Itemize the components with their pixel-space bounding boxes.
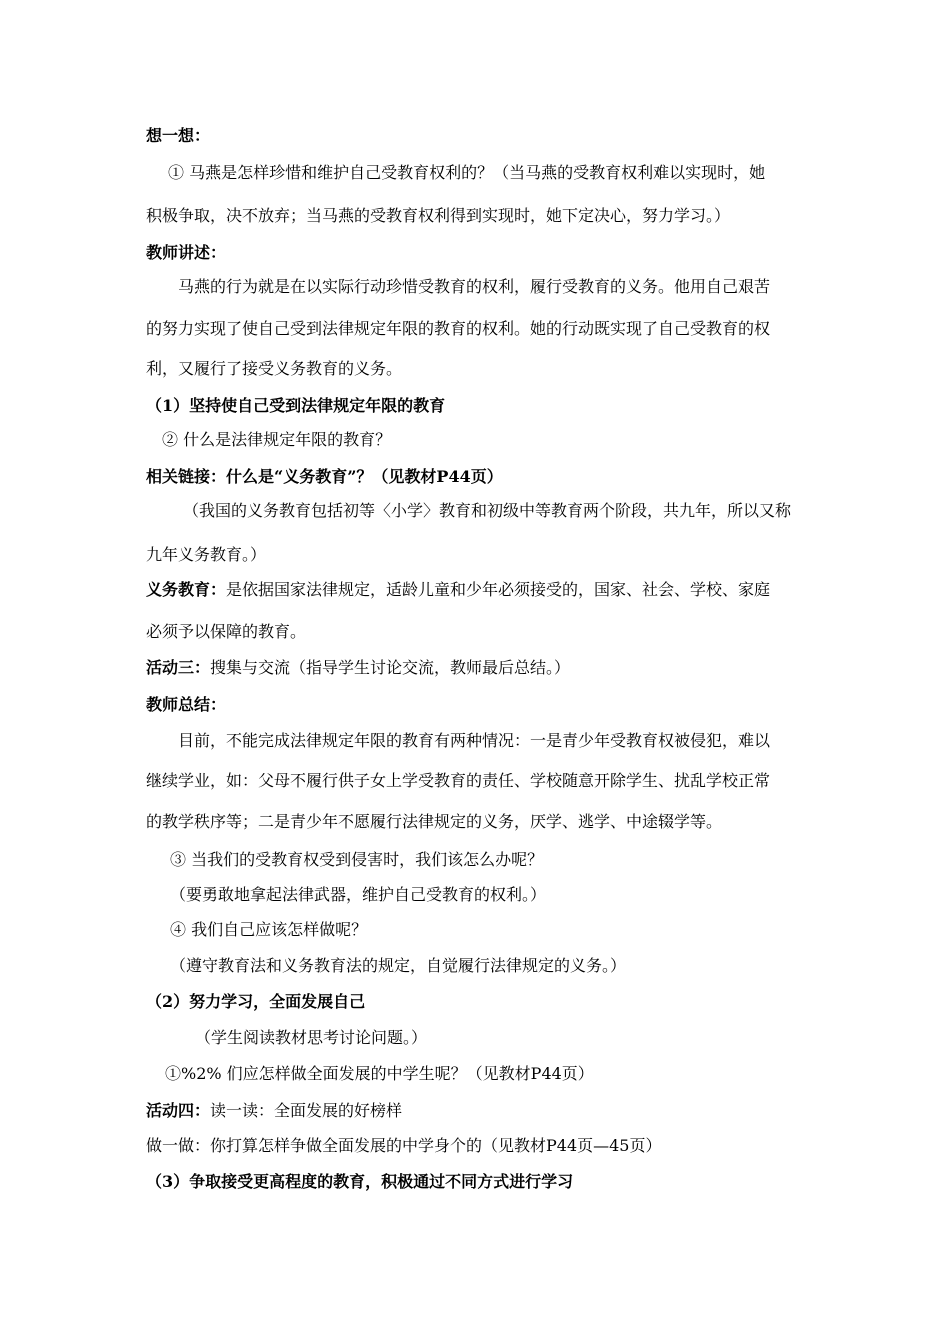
summary-line-1: 目前，不能完成法律规定年限的教育有两种情况：一是青少年受教育权被侵犯，难以 (178, 731, 771, 750)
answer-4: （遵守教育法和义务教育法的规定，自觉履行法律规定的义务。） (170, 956, 627, 975)
question-1-line-1: ① 马燕是怎样珍惜和维护自己受教育权利的？（当马燕的受教育权利难以实现时，她 (168, 163, 766, 182)
section-1-heading: （1）坚持使自己受到法律规定年限的教育 (146, 396, 446, 415)
definition-line-1 (146, 580, 770, 600)
question-5: ①%2% 们应怎样做全面发展的中学生呢？（见教材P44页） (165, 1064, 594, 1083)
definition-text: 是依据国家法律规定，适龄儿童和少年必须接受的，国家、社会、学校、家庭 (226, 580, 771, 599)
student-reading-note: （学生阅读教材思考讨论问题。） (195, 1028, 428, 1047)
answer-3: （要勇敢地拿起法律武器，维护自己受教育的权利。） (170, 885, 547, 904)
activity-4-label: 活动四： (146, 1101, 211, 1120)
section-3-heading: （3）争取接受更高程度的教育，积极通过不同方式进行学习 (146, 1172, 574, 1191)
do-it-line: 做一做：你打算怎样争做全面发展的中学身个的（见教材P44页—45页） (146, 1136, 662, 1155)
summary-line-3: 的教学秩序等；二是青少年不愿履行法律规定的义务，厌学、逃学、中途辍学等。 (146, 812, 723, 831)
definition-line-2: 必须予以保障的教育。 (146, 622, 307, 641)
definition-term: 义务教育： (146, 580, 227, 599)
narration-line-3: 利，又履行了接受义务教育的义务。 (146, 359, 403, 378)
heading-think: 想一想： (146, 126, 211, 145)
compulsory-education-line-2: 九年义务教育。） (146, 545, 267, 564)
question-4: ④ 我们自己应该怎样做呢？ (170, 920, 368, 939)
question-3: ③ 当我们的受教育权受到侵害时，我们该怎么办呢？ (170, 850, 544, 869)
activity-4-text: 读一读：全面发展的好榜样 (210, 1101, 403, 1120)
compulsory-education-line-1: （我国的义务教育包括初等〈小学〉教育和初级中等教育两个阶段，共九年，所以又称 (183, 501, 792, 520)
activity-3-text: 搜集与交流（指导学生讨论交流，教师最后总结。） (210, 658, 571, 677)
activity-3 (146, 658, 570, 678)
heading-teacher-summary: 教师总结： (146, 695, 227, 714)
question-2: ② 什么是法律规定年限的教育？ (162, 430, 392, 449)
heading-teacher-narration: 教师讲述： (146, 243, 227, 262)
question-1-line-2: 积极争取，决不放弃；当马燕的受教育权利得到实现时，她下定决心，努力学习。） (146, 206, 731, 225)
narration-line-1: 马燕的行为就是在以实际行动珍惜受教育的权利，履行受教育的义务。他用自己艰苦 (178, 277, 771, 296)
related-link-heading: 相关链接：什么是“义务教育”？（见教材P44页） (146, 467, 503, 486)
activity-3-label: 活动三： (146, 658, 211, 677)
section-2-heading: （2）努力学习，全面发展自己 (146, 992, 366, 1011)
summary-line-2: 继续学业，如：父母不履行供子女上学受教育的责任、学校随意开除学生、扰乱学校正常 (146, 771, 771, 790)
activity-4 (146, 1101, 402, 1121)
narration-line-2: 的努力实现了使自己受到法律规定年限的教育的权利。她的行动既实现了自己受教育的权 (146, 319, 771, 338)
